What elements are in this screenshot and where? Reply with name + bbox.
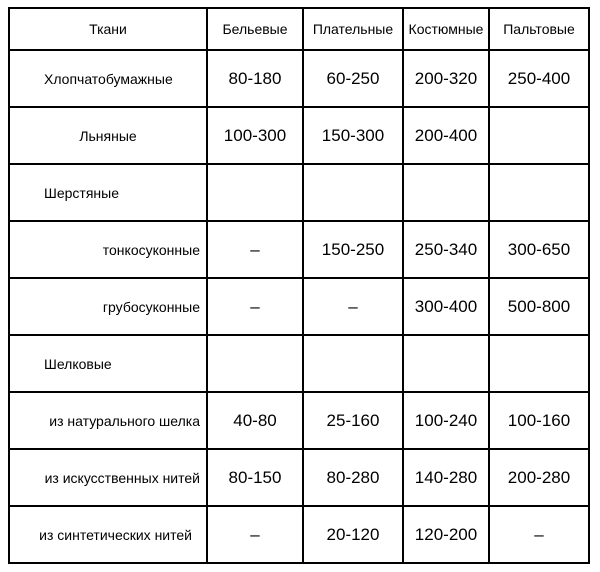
cell-value: 500-800 [507,296,571,316]
table-cell [207,107,303,164]
header-coat: Пальтовые [489,8,589,50]
table-cell [303,107,403,164]
row-label: грубосуконные [9,278,207,335]
table-row [9,392,589,449]
row-label: Шерстяные [9,164,207,221]
cell-value: 250-340 [414,239,478,259]
header-fabrics: Ткани [9,8,207,50]
cell-value: 300-650 [507,239,571,259]
cell-value: 80-150 [228,467,282,487]
cell-value: – [250,524,260,544]
table-cell [489,164,589,221]
table-cell [489,107,589,164]
table-cell [489,392,589,449]
row-label: тонкосуконные [9,221,207,278]
table-cell [403,335,489,392]
table-cell [403,392,489,449]
table-row [9,449,589,506]
table-cell [403,50,489,107]
table-cell [303,335,403,392]
table-row [9,506,589,563]
row-label: из искусственных нитей [9,449,207,506]
fabric-density-table [8,7,590,564]
row-label: Хлопчатобумажные [9,50,207,107]
table-row [9,278,589,335]
cell-value: – [250,239,260,259]
cell-value: 200-280 [507,467,571,487]
table-cell [489,449,589,506]
row-label: из натурального шелка [9,392,207,449]
table-cell [303,278,403,335]
table-cell [403,449,489,506]
table-cell [403,107,489,164]
cell-value: 80-280 [326,467,380,487]
table-cell [207,335,303,392]
table-cell [489,278,589,335]
cell-value: 200-320 [414,68,478,88]
table-row [9,107,589,164]
table-cell [303,164,403,221]
cell-value: 25-160 [326,410,380,430]
table-row [9,50,589,107]
header-suit: Костюмные [403,8,489,50]
table-cell [207,50,303,107]
cell-value: – [250,296,260,316]
table-cell [403,506,489,563]
table-row [9,221,589,278]
table-cell [207,221,303,278]
cell-value: 150-250 [321,239,385,259]
table-cell [207,392,303,449]
header-linen: Бельевые [207,8,303,50]
cell-value: 20-120 [326,524,380,544]
cell-value: 60-250 [326,68,380,88]
table-cell [207,449,303,506]
table-cell [303,50,403,107]
cell-value: 150-300 [321,125,385,145]
cell-value: – [348,296,358,316]
cell-value: 250-400 [507,68,571,88]
table-cell [303,221,403,278]
table-cell [303,392,403,449]
cell-value: 140-280 [414,467,478,487]
cell-value: 80-180 [228,68,282,88]
cell-value: 120-200 [414,524,478,544]
cell-value: – [534,524,544,544]
cell-value: 100-300 [223,125,287,145]
table-cell [403,221,489,278]
table-cell [489,50,589,107]
row-label: из синтетических нитей [9,506,207,563]
table-cell [489,221,589,278]
header-dress: Плательные [303,8,403,50]
table-cell [207,278,303,335]
cell-value: 40-80 [233,410,277,430]
table-cell [303,506,403,563]
table-cell [489,335,589,392]
cell-value: 100-240 [414,410,478,430]
table-cell [403,278,489,335]
table-cell [207,506,303,563]
row-label: Шелковые [9,335,207,392]
table-header-row [9,8,589,50]
table-cell [403,164,489,221]
table-cell [207,164,303,221]
table-cell [489,506,589,563]
table-row [9,164,589,221]
row-label: Льняные [9,107,207,164]
table-cell [303,449,403,506]
cell-value: 100-160 [507,410,571,430]
cell-value: 200-400 [414,125,478,145]
cell-value: 300-400 [414,296,478,316]
table-row [9,335,589,392]
